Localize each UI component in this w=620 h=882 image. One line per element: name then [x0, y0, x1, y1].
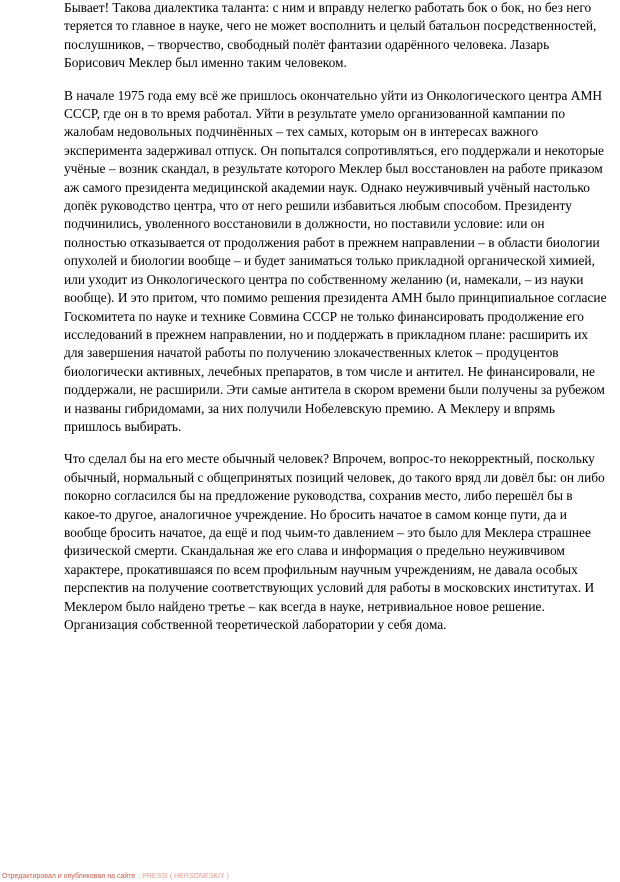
- paragraph-1: Бывает! Такова диалектика таланта: с ним и вправду нелегко работать бок о бок, но без него теряется то главное в науке, чего не может восполнить и целый батальон посредственностей, послушников, – творчество, свободный полёт фантазии одарённого человека. Лазарь Борисович Меклер был именно таким человеком.: [64, 0, 597, 71]
- footer-site-link[interactable]: : PRESSI ( HERSONESKIY ): [138, 873, 229, 880]
- footer-watermark: [2, 872, 229, 881]
- paragraph-3: Что сделал бы на его месте обычный человек? Впрочем, вопрос-то некорректный, поскольку обычный, нормальный с общепринятых позиций человек, до такого вряд ли довёл бы: он либо покорно согласился бы на предложение руководства, сохранив место, либо перешёл бы в какое-то другое, аналогичное учреждение. Но бросить начатое в самом конце пути, да и вообще бросить начатое, да ещё и под чьим-то давлением – это было для Меклера страшнее физической смерти. Скандальная же его слава и информация о предельно неуживчивом характере, прокатившаяся по всем профильным научным учреждениям, не давала особых перспектив на получение соответствующих условий для работы в московских институтах. И Меклером было найдено третье – как всегда в науке, нетривиальное новое решение. Организация собственной теоретической лаборатории у себя дома.: [64, 451, 605, 632]
- document-body: [64, 0, 608, 648]
- paragraph-2: В начале 1975 года ему всё же пришлось окончательно уйти из Онкологического центра АМН СССР, где он в то время работал. Уйти в результате умело организованной кампании по жалобам недовольных подчинённых – тех самых, которым он в интересах важного эксперимента задерживал отпуск. Он попытался сопротивляться, его поддержали и некоторые учёные – возник скандал, в результате которого Меклер был восстановлен на работе приказом аж самого президента медицинской академии наук. Однако неуживчивый учёный настолько допёк руководство центра, что от него решили избавиться любым способом. Президенту подчинились, уволенного восстановили в должности, но поставили условие: или он полностью отказывается от продолжения работ в прежнем направлении – в области биологии опухолей и биологии вообще – и будет заниматься только прикладной органической химией, или уходит из Онкологического центра по собственному желанию (и, намекали, – из науки вообще). И это притом, что помимо решения президента АМН было принципиальное согласие Госкомитета по науке и технике Совмина СССР не только финансировать продолжение его исследований в прежнем направлении, но и поддержать в прикладном плане: расширить их для завершения начатой работы по получению злокачественных клеток – продуцентов биологически активных, лечебных препаратов, в том числе и антител. Не финансировали, не поддержали, не расширили. Эти самые антитела в скором времени были получены за рубежом и названы гибридомами, за них получили Нобелевскую премию. А Меклеру и впрямь пришлось выбирать.: [64, 87, 607, 434]
- footer-text: Отредактировал и опубликовал на сайте: [2, 873, 136, 880]
